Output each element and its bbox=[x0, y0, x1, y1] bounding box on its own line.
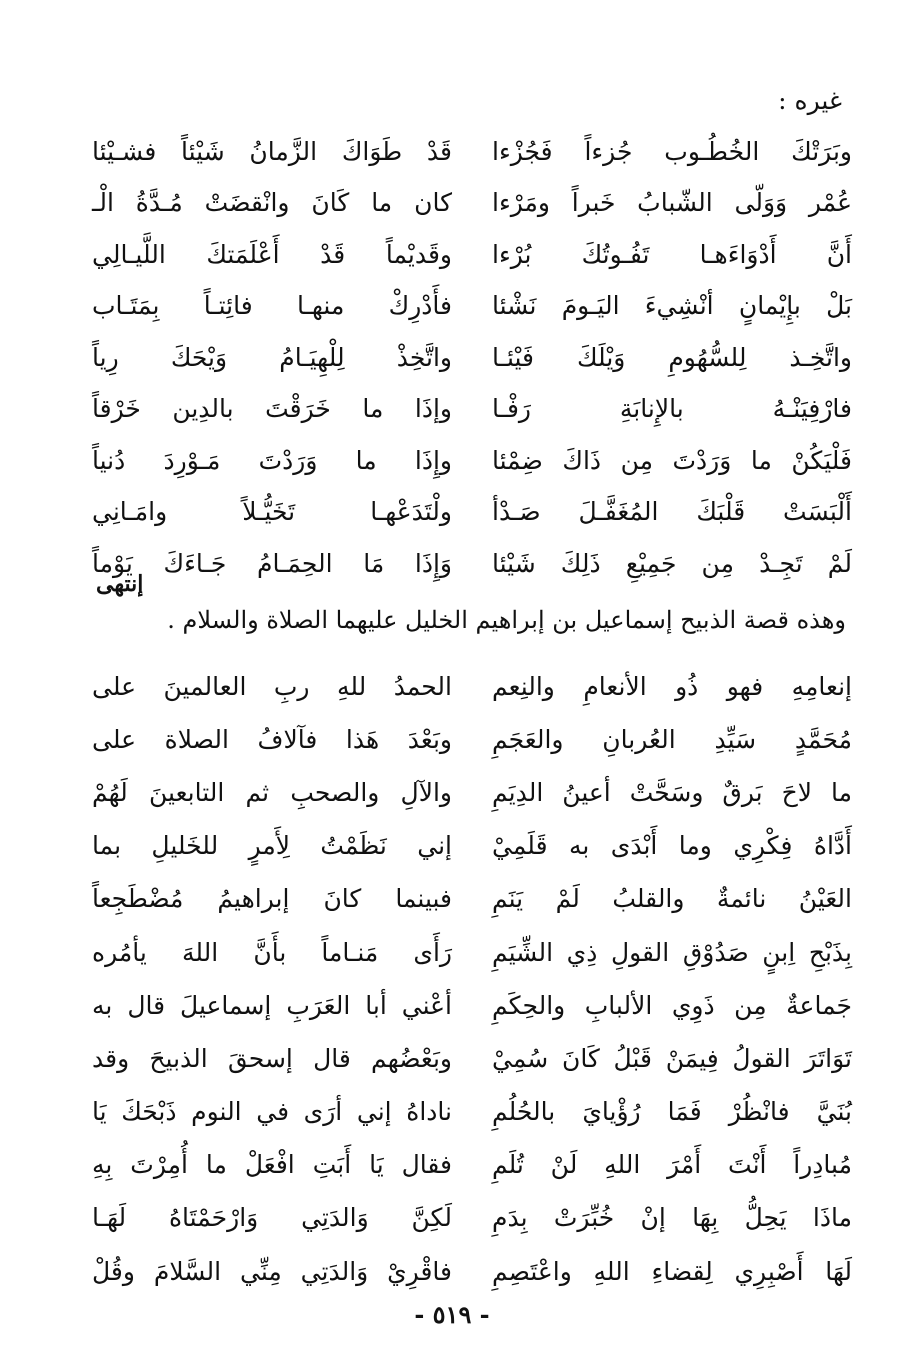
verse bbox=[92, 766, 852, 819]
verse bbox=[92, 487, 852, 539]
hemistich-right: إني نَظَمْتُ لِأَمرٍ للخَليلِ بما bbox=[92, 831, 452, 861]
hemistich-right: رَأَى مَنـاماً بأَنَّ اللهَ يأمُره bbox=[92, 937, 452, 967]
end-note: إنتهى bbox=[96, 571, 144, 597]
hemistich-right: الحمدُ للهِ ربِ العالمينَ على bbox=[92, 671, 452, 701]
hemistich-left: وبَرَتْكَ الخُطُـوب جُزءاً فَجُزْءا bbox=[492, 136, 852, 166]
hemistich-right: قَدْ طَوَاكَ الزَّمانُ شَيْئاً فشـيْئا bbox=[92, 136, 452, 166]
verse bbox=[92, 435, 852, 487]
hemistich-right: والآلِ والصحبِ ثم التابعينَ لَهُمْ bbox=[92, 777, 452, 807]
hemistich-left: مُحَمَّدٍ سَيِّدِ العُربانِ والعَجَمِ bbox=[492, 724, 852, 754]
verse bbox=[92, 281, 852, 333]
hemistich-right: ولْتَدَعْهـا تَخَيُّـلاً وامَـانِي bbox=[92, 497, 452, 527]
verse bbox=[92, 660, 852, 713]
hemistich-right: وبَعْضُهم قال إسحقَ الذبيحَ وقد bbox=[92, 1043, 452, 1073]
verse bbox=[92, 713, 852, 766]
hemistich-left: العَيْنُ نائمةٌ والقلبُ لَمْ يَنَمِ bbox=[492, 884, 852, 914]
hemistich-left: ماذَا يَحِلُّ بِهَا إنْ خُبِّرَتْ بِدَمِ bbox=[492, 1203, 852, 1233]
verse bbox=[92, 178, 852, 230]
verse bbox=[92, 873, 852, 926]
verse bbox=[92, 332, 852, 384]
hemistich-right: كان ما كَانَ وانْقضَتْ مُـدَّةُ الْـ bbox=[92, 188, 452, 218]
prose-line: وهذه قصة الذبيح إسماعيل بن إبراهيم الخليل عليهما الصلاة والسلام . bbox=[167, 606, 846, 634]
verse bbox=[92, 229, 852, 281]
hemistich-right: أعْني أبا العَرَبِ إسماعيلَ قال به bbox=[92, 990, 452, 1020]
hemistich-right: وإذَا ما خَرَقْتَ بالدِين خَرْقاً bbox=[92, 394, 452, 424]
verse bbox=[92, 1086, 852, 1139]
verse bbox=[92, 820, 852, 873]
page-number: - ٥١٩ - bbox=[414, 1300, 490, 1329]
hemistich-right: وَإِذَا مَا الحِمَـامُ جَـاءَكَ يَوْماً bbox=[92, 548, 452, 578]
hemistich-left: مُبادِراً أَنْتَ أَمْرَ اللهِ لَنْ تُلَمِ bbox=[492, 1150, 852, 1180]
verse bbox=[92, 1245, 852, 1298]
hemistich-left: بُنَيَّ فانْظُرْ فَمَا رُؤْيايَ بالحُلُمِ bbox=[492, 1097, 852, 1127]
hemistich-right: ناداهُ إني أرَى في النوم ذَبْحَكَ يَا bbox=[92, 1097, 452, 1127]
verse bbox=[92, 1192, 852, 1245]
hemistich-left: عُمْر وَوَلّى الشّبابُ خَبراً ومَرْءا bbox=[492, 188, 852, 218]
verse bbox=[92, 1032, 852, 1085]
hemistich-left: لَهَا أَصْبِرِي لِقضاءِ اللهِ واعْتَصِمِ bbox=[492, 1256, 852, 1286]
hemistich-left: تَوَاتَرَ القولُ فِيمَنْ قَبْلُ كَانَ سُمِيْ bbox=[492, 1043, 852, 1073]
hemistich-left: أَنَّ أَدْوَاءَهـا تَفُـوتُكَ بُرْءا bbox=[492, 239, 852, 269]
hemistich-left: واتَّخِـذ لِلسُّهُومِ وَيْلَكَ فَيْئـا bbox=[492, 342, 852, 372]
hemistich-left: فارْفِيَنْـهُ بالإِنابَةِ رَفْـا bbox=[492, 394, 852, 424]
hemistich-left: جَماعةٌ مِن ذَوِي الألبابِ والحِكَمِ bbox=[492, 990, 852, 1020]
verse bbox=[92, 1139, 852, 1192]
hemistich-right: فأَدْرِكْ منهـا فائِتـاً بِمَتَـاب bbox=[92, 291, 452, 321]
hemistich-left: لَمْ تَجِـدْ مِن جَمِيْعِ ذَلِكَ شَيْئا bbox=[492, 548, 852, 578]
hemistich-left: أَدَّاهُ فِكْرِي وما أَبْدَى به قَلَمِيْ bbox=[492, 831, 852, 861]
verse bbox=[92, 384, 852, 436]
hemistich-right: لَكِنَّ وَالدَتِي وَارْحَمْتَاهُ لَهَـا bbox=[92, 1203, 452, 1233]
hemistich-left: فَلْيَكُنْ ما وَرَدْتَ مِن ذَاكَ ضِمْئا bbox=[492, 445, 852, 475]
poem-first bbox=[92, 126, 852, 590]
hemistich-right: وبَعْدَ هَذا فآلافُ الصلاة على bbox=[92, 724, 452, 754]
hemistich-right: واتَّخِذْ لِلْهِيَـامُ وَيْحَكَ رِياً bbox=[92, 342, 452, 372]
hemistich-left: ما لاحَ بَرقٌ وسَحَّتْ أعينُ الدِيَمِ bbox=[492, 777, 852, 807]
hemistich-right: فبينما كانَ إبراهيمُ مُضْطَجِعاً bbox=[92, 884, 452, 914]
hemistich-left: أَلْبَسَتْ قَلْبَكَ المُغَفَّـلَ صَـدْأ bbox=[492, 497, 852, 527]
section-heading: غيره : bbox=[778, 86, 842, 115]
hemistich-right: وإِذَا ما وَرَدْتَ مَـوْرِدَ دُنياً bbox=[92, 445, 452, 475]
hemistich-right: فاقْرِيْ وَالدَتِي مِنِّي السَّلامَ وقُلْ bbox=[92, 1256, 452, 1286]
verse bbox=[92, 979, 852, 1032]
hemistich-right: وقَديْماً قَدْ أَعْلَمَتكَ اللَّيـالِي bbox=[92, 239, 452, 269]
verse bbox=[92, 126, 852, 178]
hemistich-right: فقال يَا أَبَتِ افْعَلْ ما أُمِرْتَ بِهِ bbox=[92, 1150, 452, 1180]
hemistich-left: إنعامِهِ فهو ذُو الأنعامِ والنِعم bbox=[492, 671, 852, 701]
poem-second bbox=[92, 660, 852, 1298]
hemistich-left: بِذَبْحِ اِبنٍ صَدُوْقِ القولِ ذِي الشِّيَمِ bbox=[492, 937, 852, 967]
hemistich-left: بَلْ بإِيْمانٍ أنْشِيءَ اليَـومَ نَشْئا bbox=[492, 291, 852, 321]
verse bbox=[92, 926, 852, 979]
